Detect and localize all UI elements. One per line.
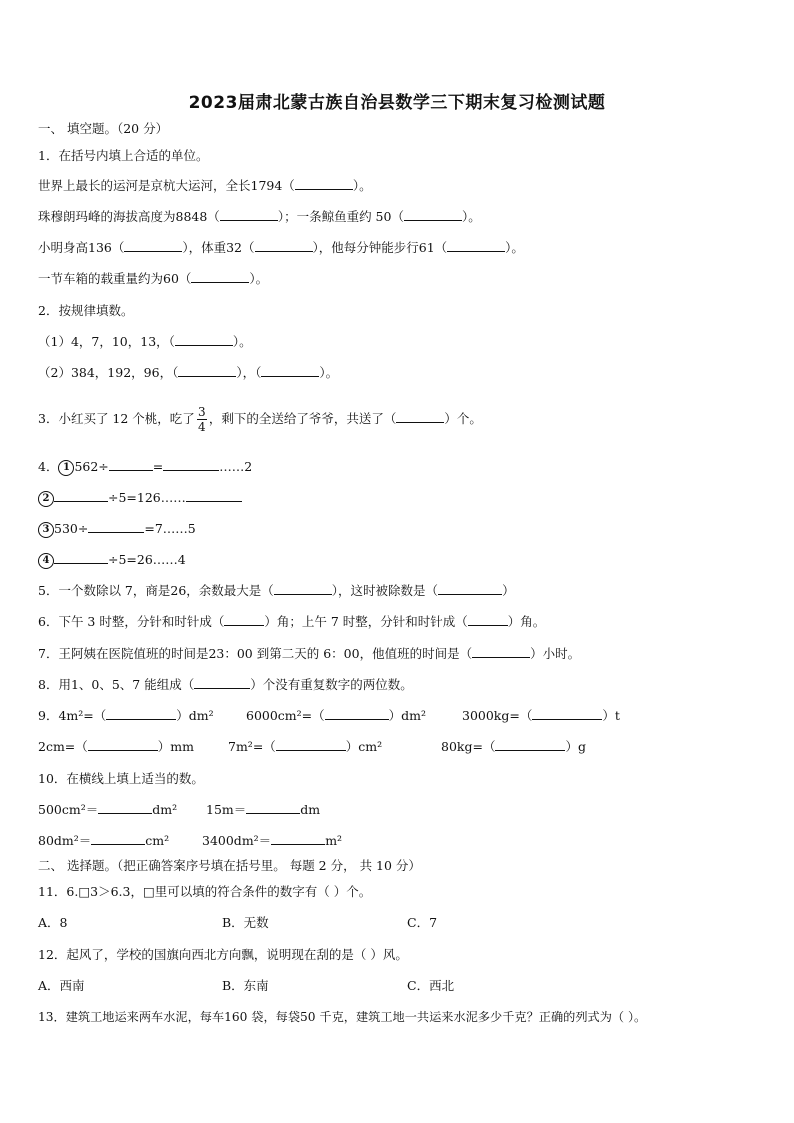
text: ）。 bbox=[249, 271, 269, 286]
text: ）；一条鲸鱼重约 50（ bbox=[277, 209, 404, 224]
text: dm² bbox=[152, 802, 178, 817]
answer-blank[interactable] bbox=[468, 613, 508, 626]
text: dm bbox=[300, 802, 321, 817]
text: 2cm=（ bbox=[38, 739, 88, 754]
text: 6000cm²=（ bbox=[246, 708, 325, 723]
answer-blank[interactable] bbox=[274, 582, 332, 595]
question-11: 11．6.□3＞6.3，□里可以填的符合条件的数字有（ ）个。 bbox=[38, 884, 372, 899]
answer-blank[interactable] bbox=[261, 364, 319, 377]
answer-blank[interactable] bbox=[224, 613, 264, 626]
question-5 bbox=[38, 582, 515, 600]
question-12: 12．起风了，学校的国旗向西北方向飘，说明现在刮的是（ ）风。 bbox=[38, 947, 408, 962]
question-1-heading: 1．在括号内填上合适的单位。 bbox=[38, 148, 209, 163]
text: ），他每分钟能步行61（ bbox=[312, 240, 448, 255]
question-11-option-b[interactable]: B．无数 bbox=[222, 915, 269, 930]
text: 小明身高136（ bbox=[38, 240, 125, 255]
text: 8．用1、0、5、7 能组成（ bbox=[38, 677, 195, 692]
question-6 bbox=[38, 613, 545, 631]
text: ）。 bbox=[461, 209, 481, 224]
answer-blank[interactable] bbox=[447, 239, 505, 252]
question-13: 13．建筑工地运来两车水泥，每车160 袋，每袋50 千克，建筑工地一共运来水泥多少千克？正确的列式为（ ）。 bbox=[38, 1010, 647, 1024]
text: （2）384，192，96，（ bbox=[38, 365, 179, 380]
question-12-option-b[interactable]: B．东南 bbox=[222, 978, 269, 993]
text: 3．小红买了 12 个桃，吃了 bbox=[38, 411, 195, 426]
question-9-row-1 bbox=[38, 707, 214, 725]
text: ），（ bbox=[236, 365, 262, 380]
answer-blank[interactable] bbox=[175, 333, 233, 346]
question-1-line-3 bbox=[38, 239, 524, 257]
answer-blank[interactable] bbox=[495, 738, 565, 751]
text: ……2 bbox=[219, 459, 253, 474]
text: 80kg=（ bbox=[441, 739, 496, 754]
text: ）dm² bbox=[388, 708, 427, 723]
text: ）dm² bbox=[176, 708, 214, 723]
text: 5．一个数除以 7，商是26，余数最大是（ bbox=[38, 583, 274, 598]
text: 500cm²＝ bbox=[38, 802, 99, 817]
circled-number-3: 3 bbox=[38, 522, 54, 538]
question-8 bbox=[38, 676, 413, 694]
text: ），这时被除数是（ bbox=[331, 583, 439, 598]
question-1-line-2 bbox=[38, 208, 481, 226]
answer-blank[interactable] bbox=[98, 801, 152, 814]
text: ） bbox=[502, 583, 515, 598]
question-11-option-c[interactable]: C．7 bbox=[407, 915, 438, 930]
text: （1）4，7，10，13，（ bbox=[38, 334, 175, 349]
text: ）。 bbox=[232, 334, 252, 349]
question-2-line-1 bbox=[38, 333, 252, 351]
answer-blank[interactable] bbox=[276, 738, 346, 751]
text: ），体重32（ bbox=[182, 240, 255, 255]
circled-number-4: 4 bbox=[38, 553, 54, 569]
answer-blank[interactable] bbox=[246, 801, 300, 814]
answer-blank[interactable] bbox=[325, 707, 389, 720]
text: = bbox=[152, 459, 164, 474]
text: 530÷ bbox=[54, 521, 89, 536]
question-10-item-b bbox=[206, 801, 320, 819]
question-3 bbox=[38, 404, 482, 434]
answer-blank[interactable] bbox=[255, 239, 313, 252]
answer-blank[interactable] bbox=[88, 520, 144, 533]
answer-blank[interactable] bbox=[88, 738, 158, 751]
text: =7……5 bbox=[144, 521, 196, 536]
text: ÷5=26……4 bbox=[108, 552, 186, 567]
text: 562÷ bbox=[74, 459, 109, 474]
text: 3400dm²＝ bbox=[202, 833, 272, 848]
text: ）。 bbox=[352, 178, 372, 193]
answer-blank[interactable] bbox=[109, 458, 153, 471]
answer-blank[interactable] bbox=[191, 270, 249, 283]
answer-blank[interactable] bbox=[163, 458, 219, 471]
text: m² bbox=[325, 833, 343, 848]
answer-blank[interactable] bbox=[54, 551, 108, 564]
text: ）个没有重复数字的两位数。 bbox=[250, 677, 413, 692]
question-4-row-3 bbox=[38, 520, 196, 538]
answer-blank[interactable] bbox=[295, 177, 353, 190]
question-7 bbox=[38, 645, 580, 663]
answer-blank[interactable] bbox=[438, 582, 502, 595]
question-10-heading: 10．在横线上填上适当的数。 bbox=[38, 771, 204, 786]
answer-blank[interactable] bbox=[220, 208, 278, 221]
text: 世界上最长的运河是京杭大运河，全长1794（ bbox=[38, 178, 295, 193]
answer-blank[interactable] bbox=[178, 364, 236, 377]
text: ）。 bbox=[319, 365, 339, 380]
question-4-row-1 bbox=[38, 458, 252, 476]
text: ）角。 bbox=[507, 614, 546, 629]
question-2-heading: 2．按规律填数。 bbox=[38, 303, 134, 318]
text: 一节车箱的载重量约为60（ bbox=[38, 271, 192, 286]
answer-blank[interactable] bbox=[472, 645, 530, 658]
text: 珠穆朗玛峰的海拔高度为8848（ bbox=[38, 209, 220, 224]
answer-blank[interactable] bbox=[532, 707, 602, 720]
question-1-line-4 bbox=[38, 270, 268, 288]
answer-blank[interactable] bbox=[186, 489, 242, 502]
text: cm² bbox=[145, 833, 170, 848]
text: ）mm bbox=[157, 739, 194, 754]
text: ）角；上午 7 时整，分针和时针成（ bbox=[264, 614, 468, 629]
answer-blank[interactable] bbox=[404, 208, 462, 221]
section-heading-fill-in: 一、 填空题。（20 分） bbox=[38, 121, 169, 136]
answer-blank[interactable] bbox=[91, 832, 145, 845]
text: ）。 bbox=[505, 240, 524, 255]
answer-blank[interactable] bbox=[194, 676, 250, 689]
text: ）cm² bbox=[345, 739, 383, 754]
text: 6．下午 3 时整，分针和时针成（ bbox=[38, 614, 225, 629]
numerator: 3 bbox=[197, 405, 206, 419]
denominator: 4 bbox=[197, 420, 206, 434]
question-11-option-a[interactable]: A．8 bbox=[38, 915, 68, 930]
answer-blank[interactable] bbox=[396, 410, 444, 423]
answer-blank[interactable] bbox=[106, 707, 176, 720]
text: ）g bbox=[565, 739, 586, 754]
page-title: 2023届肃北蒙古族自治县数学三下期末复习检测试题 bbox=[188, 93, 606, 113]
text: ）t bbox=[602, 708, 620, 723]
text: ÷5=126…… bbox=[108, 490, 186, 505]
question-2-line-2 bbox=[38, 364, 338, 382]
question-4-row-4 bbox=[38, 551, 186, 569]
answer-blank[interactable] bbox=[124, 239, 182, 252]
question-4-row-2 bbox=[38, 489, 242, 507]
answer-blank[interactable] bbox=[271, 832, 325, 845]
question-9-item-d bbox=[38, 738, 194, 756]
answer-blank[interactable] bbox=[54, 489, 108, 502]
text: ）个。 bbox=[444, 411, 482, 426]
text: 15m＝ bbox=[206, 802, 247, 817]
text: 4． bbox=[38, 459, 59, 474]
text: ）小时。 bbox=[530, 646, 581, 661]
question-1-line-1 bbox=[38, 177, 372, 195]
question-9-item-f bbox=[441, 738, 586, 756]
fraction bbox=[197, 405, 207, 434]
question-9-item-e bbox=[228, 738, 382, 756]
circled-number-1: 1 bbox=[58, 460, 74, 476]
text: 7m²=（ bbox=[228, 739, 276, 754]
question-12-option-a[interactable]: A．西南 bbox=[38, 978, 85, 993]
question-9-item-c bbox=[462, 707, 620, 725]
question-12-option-c[interactable]: C．西北 bbox=[407, 978, 455, 993]
text: ，剩下的全送给了爷爷，共送了（ bbox=[208, 411, 397, 426]
text: 7．王阿姨在医院值班的时间是23：00 到第二天的 6：00，他值班的时间是（ bbox=[38, 646, 473, 661]
question-9-item-b bbox=[246, 707, 426, 725]
section-heading-multiple-choice: 二、 选择题。（把正确答案序号填在括号里。 每题 2 分， 共 10 分） bbox=[38, 858, 421, 873]
question-10-item-a bbox=[38, 801, 177, 819]
text: 9．4m²=（ bbox=[38, 708, 107, 723]
question-10-item-d bbox=[202, 832, 342, 850]
question-10-item-c bbox=[38, 832, 169, 850]
text: 3000kg=（ bbox=[462, 708, 533, 723]
circled-number-2: 2 bbox=[38, 491, 54, 507]
text: 80dm²＝ bbox=[38, 833, 92, 848]
